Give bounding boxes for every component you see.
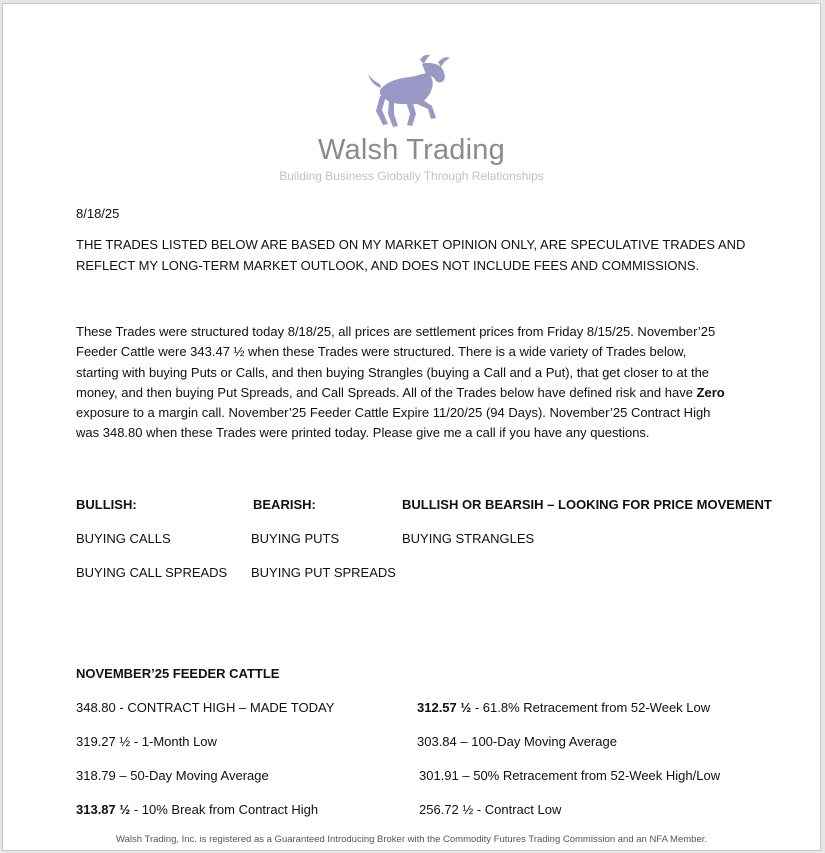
level-label: – 50% Retracement from 52-Week High/Low	[458, 768, 721, 783]
intro-bold-zero: Zero	[696, 384, 725, 400]
disclaimer-line-1: THE TRADES LISTED BELOW ARE BASED ON MY MARKET OPINION ONLY, ARE SPECULATIVE TRADES AND	[76, 237, 746, 252]
bullish-header: BULLISH:	[76, 497, 137, 512]
levels-title: NOVEMBER’25 FEEDER CATTLE	[76, 666, 280, 681]
level-label: – 50-Day Moving Average	[115, 768, 269, 783]
level-row	[76, 734, 217, 749]
level-row	[417, 700, 710, 715]
level-label: – 100-Day Moving Average	[456, 734, 617, 749]
level-value: 313.87 ½	[76, 802, 131, 817]
movement-item: BUYING STRANGLES	[402, 531, 535, 546]
level-value: 303.84	[417, 734, 457, 749]
movement-header: BULLISH OR BEARSIH – LOOKING FOR PRICE MOVEMENT	[402, 497, 772, 512]
bearish-item: BUYING PUTS	[251, 531, 340, 546]
logo	[3, 52, 820, 132]
level-value: 318.79	[76, 768, 116, 783]
level-value: 319.27 ½	[76, 734, 131, 749]
level-row	[417, 734, 617, 749]
level-row	[76, 700, 334, 715]
level-label: - Contract Low	[473, 802, 562, 817]
bearish-header: BEARISH:	[253, 497, 316, 512]
bullish-item: BUYING CALL SPREADS	[76, 565, 228, 580]
intro-text-1: These Trades were structured today 8/18/25, all prices are settlement prices from Friday 8/15/25. November’25 Feeder Cattle were 343.47 ½ when these Trades were structured. There is a wide variety of Trades below, starting with buying Puts or Calls, and then buying Strangles (buying a Call and a Put), that get closer to at the money, and then buying Put Spreads, and Call Spreads. All of the Trades below have defined risk and have	[76, 324, 716, 400]
bull-icon	[362, 52, 462, 132]
level-value: 312.57 ½	[417, 700, 472, 715]
level-value: 256.72 ½	[419, 802, 474, 817]
level-row	[76, 768, 269, 783]
document-date: 8/18/25	[76, 206, 120, 221]
level-label: - 1-Month Low	[130, 734, 217, 749]
level-label: - 61.8% Retracement from 52-Week Low	[471, 700, 711, 715]
intro-text-2: exposure to a margin call. November’25 Feeder Cattle Expire 11/20/25 (94 Days). November’25 Contract High was 348.80 when these Trades were printed today. Please give me a call if you have any questions.	[76, 405, 711, 441]
level-label: - CONTRACT HIGH – MADE TODAY	[115, 700, 335, 715]
level-label: - 10% Break from Contract High	[130, 802, 319, 817]
level-value: 348.80	[76, 700, 116, 715]
brand-tagline: Building Business Globally Through Relationships	[279, 169, 544, 183]
level-row	[419, 768, 720, 783]
bearish-item: BUYING PUT SPREADS	[251, 565, 396, 580]
regulatory-footer: Walsh Trading, Inc. is registered as a Guaranteed Introducing Broker with the Commodity Futures Trading Commission and an NFA Member.	[115, 834, 708, 845]
level-value: 301.91	[419, 768, 459, 783]
disclaimer-line-2: REFLECT MY LONG-TERM MARKET OUTLOOK, AND DOES NOT INCLUDE FEES AND COMMISSIONS.	[76, 258, 700, 273]
level-row	[419, 802, 561, 817]
brand-name: Walsh Trading	[318, 134, 505, 166]
bullish-item: BUYING CALLS	[76, 531, 171, 546]
document-page	[2, 3, 821, 851]
level-row	[76, 802, 318, 817]
intro-paragraph	[76, 322, 766, 444]
